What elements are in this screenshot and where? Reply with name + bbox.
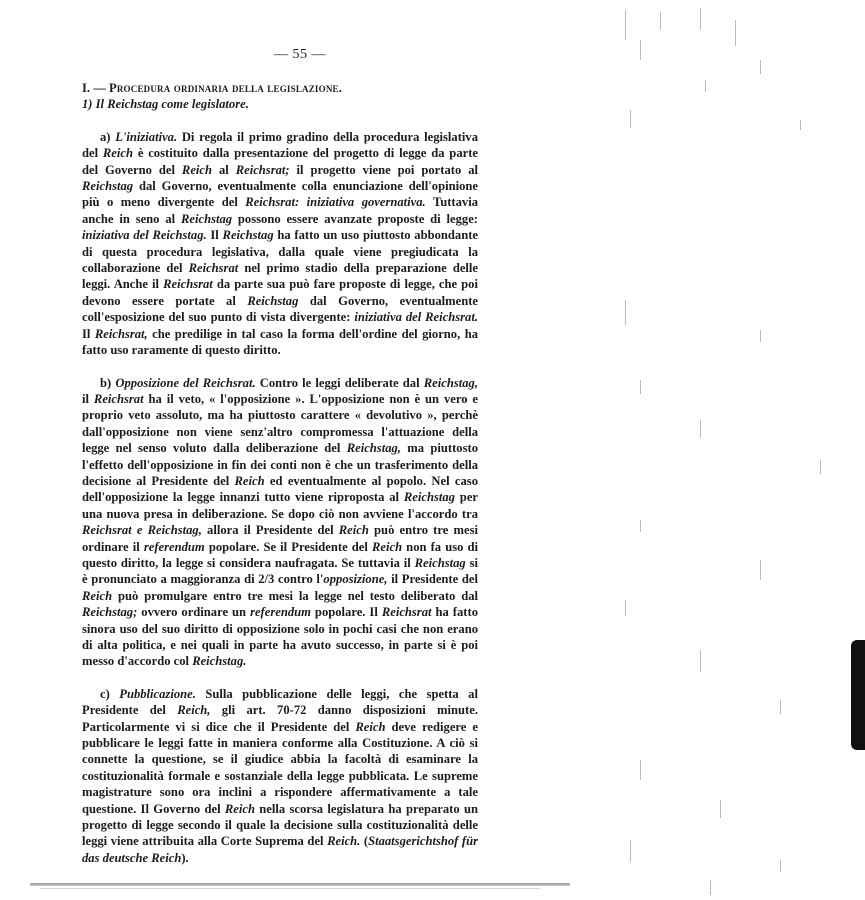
text-run: per una nuova presa in deliberazione. Se dopo ciò non avviene l'accordo tra [82,490,478,521]
italic-run: Reichsrat: iniziativa governativa. [245,195,426,210]
italic-run: Reichsrat [381,605,432,620]
bleed-mark [660,12,661,30]
text-run: può entro tre mesi ordinare il [82,523,478,554]
italic-run: Reichstag; [82,605,138,620]
italic-run: referendum [250,605,311,620]
bleed-mark [735,20,736,46]
page-edge-shadow [851,640,865,750]
bleed-mark [640,40,641,60]
text-run: Tuttavia anche in seno al [82,195,478,226]
bleed-mark [780,700,781,714]
bleed-mark [640,380,641,394]
italic-run: Reichstag [247,293,299,308]
bleed-mark [630,110,631,128]
italic-run: Reich, [177,703,211,718]
italic-run: Staatsgerichtshof für das deutsche Reich [82,834,479,865]
italic-run: Reichstag [414,555,466,570]
italic-run: Reichstag [180,211,233,226]
italic-run: Reichsrat; [235,162,290,177]
text-run: da parte sua può fare proposte di legge, che poi devono essere portate al [82,277,478,308]
italic-run: opposizione, [323,572,388,587]
text-run: il progetto viene poi portato al [289,162,478,177]
italic-run: Reichstag. [192,654,247,669]
paragraph-list [82,129,478,866]
text-run: dal Governo, eventualmente colla enunciazione dell'opinione più o meno divergente del [82,179,478,210]
text-run: ha il veto, « l'opposizione ». L'opposizione non è un vero e proprio veto assoluto, ma ha piuttosto carattere « devolutivo », perchè dall'opposizione non viene senz'altro compromessa l'attuazione della legge nel senso voluto dalla deliberazione del [82,391,478,456]
italic-run: Reichstag, [423,375,478,390]
italic-run: iniziativa del Reichsrat. [354,310,478,325]
italic-run: Reich [355,719,386,734]
text-run: può promulgare entro tre mesi la legge nel testo deliberato dal [112,588,478,603]
italic-run: iniziativa del Reichstag. [82,228,207,243]
italic-run: Reich [102,146,133,161]
text-run: deve redigere e pubblicare le leggi fatte in maniera conforme alla Costituzione. A ciò si connette la questione, se il giudice abbia la facoltà di esaminare la costituzionalità formale e sostanziale della legge pubblicata. Le supreme magistrature sono ora inclini a rispondere affermativamente a tale questione. Il Governo del [82,719,478,816]
text-run: è costituito dalla presentazione del progetto di legge da parte del Governo del [82,146,478,177]
bleed-mark [625,10,626,40]
page-body [82,80,478,882]
bleed-mark [700,650,701,672]
bottom-rule [30,883,570,886]
text-run: ). [181,850,189,865]
text-run: ma piuttosto l'effetto dell'opposizione in fin dei conti non è che un trasferimento della decisione al Presidente del [82,441,478,488]
subsection-heading [82,96,478,112]
text-run: ha fatto un uso piuttosto abbondante di questa procedura legislativa, dalla quale viene pregiudicata la collaborazione del [82,228,478,276]
italic-run: L'iniziativa. [115,129,178,144]
italic-run: Reich [181,162,213,177]
bottom-rule-shadow [40,888,540,889]
text-run: possono essere avanzate proposte di legge: [232,211,478,226]
bleed-mark [625,600,626,616]
italic-run: Pubblicazione. [119,686,196,701]
italic-run: Reichsrat [163,277,213,292]
italic-run: Reichstag [403,490,455,505]
italic-run: Reich [338,523,369,538]
bleed-mark [630,840,631,862]
text-run: si è pronunciato a maggioranza di 2/3 contro l' [82,555,478,587]
text-run: gli art. 70-72 danno disposizioni minute. Particolarmente vi si dice che il Presidente del [82,703,478,734]
italic-run: Reichsrat [188,261,239,276]
text-run: ovvero ordinare un [137,605,251,620]
italic-run: Reich [234,473,265,488]
text-run: il Presidente del [387,572,478,587]
italic-run: Reichstag, [346,441,401,456]
section-title: Procedura ordinaria della legislazione. [108,81,343,95]
section-prefix: I. — [82,81,109,95]
text-run: Contro le leggi deliberate dal [255,375,424,390]
text-run: il [82,391,94,406]
text-run: al [212,162,236,177]
section-heading [82,80,478,96]
text-run: a) [100,129,116,144]
bleed-mark [640,760,641,780]
bleed-mark [625,300,626,325]
subsection-title: Il Reichstag come legislatore. [95,97,249,112]
paragraph-c [82,686,478,866]
paragraph-b [82,375,478,670]
italic-run: Reichsrat [93,391,144,406]
italic-run: referendum [143,539,205,554]
subsection-number: 1) [82,97,96,112]
bleed-mark [760,560,761,580]
bleed-mark [760,60,761,74]
italic-run: Reich [82,588,113,603]
text-run: non fa uso di questo diritto, la legge si considera naufragata. Se tuttavia il [82,539,479,570]
text-run: popolare. Se il Presidente del [204,539,372,554]
italic-run: Reich. [327,834,361,849]
text-run: ( [360,834,369,849]
italic-run: Reichsrat, [94,326,148,341]
paragraph-a [82,129,478,359]
bleed-mark [700,420,701,438]
italic-run: Reichsrat e Reichstag, [82,523,202,538]
text-run: che predilige in tal caso la forma dell'ordine del giorno, ha fatto uso raramente di questo diritto. [82,326,478,358]
bleed-mark [640,520,641,532]
italic-run: Reich [371,539,403,554]
italic-run: Opposizione del Reichsrat. [115,375,256,390]
text-run: c) [100,686,120,701]
bleed-mark [705,80,706,92]
bleed-mark [780,860,781,872]
text-run: ed eventualmente al popolo. Nel caso dell'opposizione la legge innanzi tutto viene riproposta al [82,473,478,505]
text-run: allora il Presidente del [201,523,339,538]
italic-run: Reichstag [82,179,134,194]
text-run: nella scorsa legislatura ha preparato un progetto di legge secondo il quale la decisione sulla costituzionalità delle leggi viene attribuita alla Corte Suprema del [82,801,478,849]
text-run: Il [82,326,95,341]
text-run: Sulla pubblicazione delle leggi, che spetta al Presidente del [82,686,478,718]
text-run: nel primo stadio della preparazione delle leggi. Anche il [82,261,478,292]
text-run: dal Governo, eventualmente coll'esposizione del suo punto di vista divergente: [82,293,478,325]
text-run: Il [206,228,223,243]
bleed-mark [820,460,821,474]
bleed-mark [800,120,801,130]
page-number: — 55 — [274,47,326,62]
italic-run: Reichstag [222,228,274,243]
italic-run: Reich [224,801,255,816]
bleed-mark [700,8,701,30]
text-run: ha fatto sinora uso del suo diritto di opposizione solo in pochi casi che non erano di alta politica, e nei quali in parte ha avuto successo, in parte si è poi messo d'accordo col [82,605,478,669]
text-run: popolare. Il [310,605,382,620]
bleed-mark [720,800,721,818]
text-run: b) [100,375,116,390]
bleed-mark [710,880,711,895]
bleed-mark [760,330,761,342]
text-run: Di regola il primo gradino della procedura legislativa del [82,129,479,161]
